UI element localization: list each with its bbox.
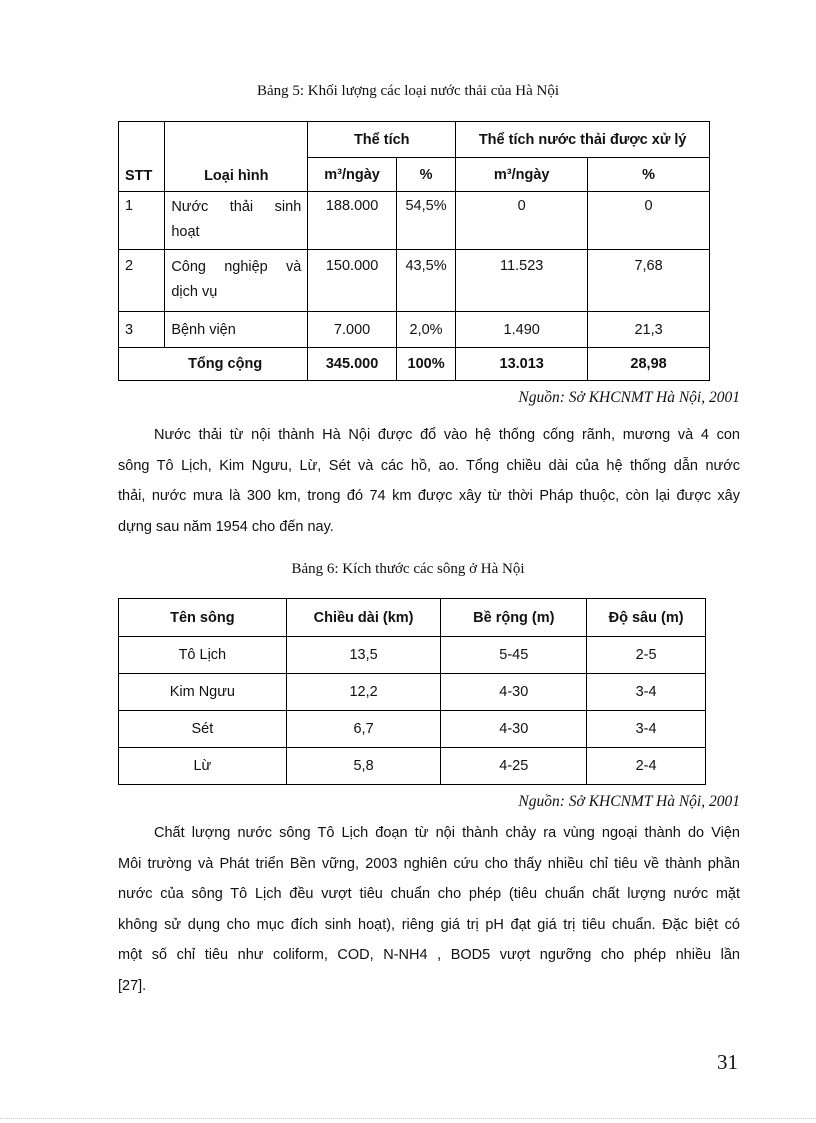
header-treated-volume: Thể tích nước thải được xử lý xyxy=(456,122,710,158)
paragraph-line: sông Tô Lịch, Kim Ngưu, Lừ, Sét và các hồ, ao. Tổng chiều dài của hệ thống dẫn nước xyxy=(118,457,740,474)
cell-width: 4-30 xyxy=(441,674,587,711)
table-total-row xyxy=(119,348,710,381)
header-depth: Độ sâu (m) xyxy=(587,599,706,637)
table-row xyxy=(119,250,710,312)
cell-depth: 2-5 xyxy=(587,637,706,674)
cell-volume: 7.000 xyxy=(308,312,397,348)
header-volume-percent: % xyxy=(396,158,455,192)
cell-treated: 0 xyxy=(456,192,588,250)
cell-stt: 2 xyxy=(119,250,165,312)
cell-length: 6,7 xyxy=(286,711,441,748)
cell-river-name: Sét xyxy=(119,711,287,748)
paragraph-line: Môi trường và Phát triển Bền vững, 2003 nghiên cứu cho thấy nhiều chỉ tiêu về thành phần xyxy=(118,855,740,872)
table6 xyxy=(118,598,706,785)
cell-treated-percent: 21,3 xyxy=(588,312,710,348)
cell-river-name: Kim Ngưu xyxy=(119,674,287,711)
cell-percent: 2,0% xyxy=(396,312,455,348)
cell-type xyxy=(165,250,308,312)
cell-stt: 1 xyxy=(119,192,165,250)
total-percent: 100% xyxy=(396,348,455,381)
cell-length: 13,5 xyxy=(286,637,441,674)
header-volume-unit: m³/ngày xyxy=(308,158,397,192)
header-type: Loại hình xyxy=(165,122,308,192)
cell-percent: 43,5% xyxy=(396,250,455,312)
cell-percent: 54,5% xyxy=(396,192,455,250)
header-treated-unit: m³/ngày xyxy=(456,158,588,192)
cell-depth: 3-4 xyxy=(587,711,706,748)
cell-type: Bệnh viện xyxy=(165,312,308,348)
paragraph-line: Nước thải từ nội thành Hà Nội được đổ vào hệ thống cống rãnh, mương và 4 con xyxy=(154,427,740,443)
cell-length: 5,8 xyxy=(286,748,441,785)
table-row xyxy=(119,637,706,674)
paragraph-line: nước của sông Tô Lịch đều vượt tiêu chuẩn cho phép (tiêu chuẩn chất lượng nước mặt xyxy=(118,886,740,902)
header-width: Bề rộng (m) xyxy=(441,599,587,637)
header-stt: STT xyxy=(119,122,165,192)
total-volume: 345.000 xyxy=(308,348,397,381)
table6-source: Nguồn: Sở KHCNMT Hà Nội, 2001 xyxy=(518,793,740,810)
cell-depth: 3-4 xyxy=(587,674,706,711)
cell-treated: 11.523 xyxy=(456,250,588,312)
paragraph-line: một số chỉ tiêu như coliform, COD, N-NH4 , BOD5 vượt ngưỡng cho phép nhiều lần xyxy=(118,947,740,963)
total-label: Tổng cộng xyxy=(119,348,308,381)
header-treated-percent: % xyxy=(588,158,710,192)
table6-caption: Bảng 6: Kích thước các sông ở Hà Nội xyxy=(291,561,525,577)
table-row xyxy=(119,192,710,250)
cell-river-name: Lừ xyxy=(119,748,287,785)
cell-treated: 1.490 xyxy=(456,312,588,348)
cell-type-line2: dịch vụ xyxy=(171,284,218,300)
cell-river-name: Tô Lịch xyxy=(119,637,287,674)
table-row xyxy=(119,748,706,785)
header-river-name: Tên sông xyxy=(119,599,287,637)
table5-caption: Bảng 5: Khối lượng các loại nước thải của Hà Nội xyxy=(256,83,560,99)
table-row xyxy=(119,674,706,711)
table5 xyxy=(118,121,710,381)
total-treated: 13.013 xyxy=(456,348,588,381)
cell-type xyxy=(165,192,308,250)
paragraph-line: Chất lượng nước sông Tô Lịch đoạn từ nội thành chảy ra vùng ngoại thành do Viện xyxy=(154,825,740,841)
paragraph-2 xyxy=(118,818,740,1001)
cell-width: 5-45 xyxy=(441,637,587,674)
table-row xyxy=(119,711,706,748)
paragraph-1 xyxy=(118,420,740,542)
header-volume: Thể tích xyxy=(308,122,456,158)
cell-width: 4-25 xyxy=(441,748,587,785)
cell-treated-percent: 0 xyxy=(588,192,710,250)
paragraph-line: dựng sau năm 1954 cho đến nay. xyxy=(118,518,334,535)
cell-type-line1: Công nghiệp và xyxy=(171,259,302,275)
cell-type-line2: hoạt xyxy=(171,224,200,240)
paragraph-line: không sử dụng cho mục đích sinh hoạt), riêng giá trị pH đạt giá trị tiêu chuẩn. Đặc biệt có xyxy=(118,916,740,933)
cell-depth: 2-4 xyxy=(587,748,706,785)
total-treated-percent: 28,98 xyxy=(588,348,710,381)
table-row xyxy=(119,312,710,348)
table5-source: Nguồn: Sở KHCNMT Hà Nội, 2001 xyxy=(518,389,740,406)
cell-length: 12,2 xyxy=(286,674,441,711)
cell-width: 4-30 xyxy=(441,711,587,748)
page-bottom-divider xyxy=(0,1118,816,1119)
cell-treated-percent: 7,68 xyxy=(588,250,710,312)
page-number: 31 xyxy=(717,1050,738,1074)
cell-volume: 188.000 xyxy=(308,192,397,250)
paragraph-line: thải, nước mưa là 300 km, trong đó 74 km được xây từ thời Pháp thuộc, còn lại được xây xyxy=(118,488,740,504)
paragraph-line: [27]. xyxy=(118,977,147,994)
header-length: Chiều dài (km) xyxy=(286,599,441,637)
cell-stt: 3 xyxy=(119,312,165,348)
cell-volume: 150.000 xyxy=(308,250,397,312)
cell-type-line1: Nước thải sinh xyxy=(171,199,302,215)
